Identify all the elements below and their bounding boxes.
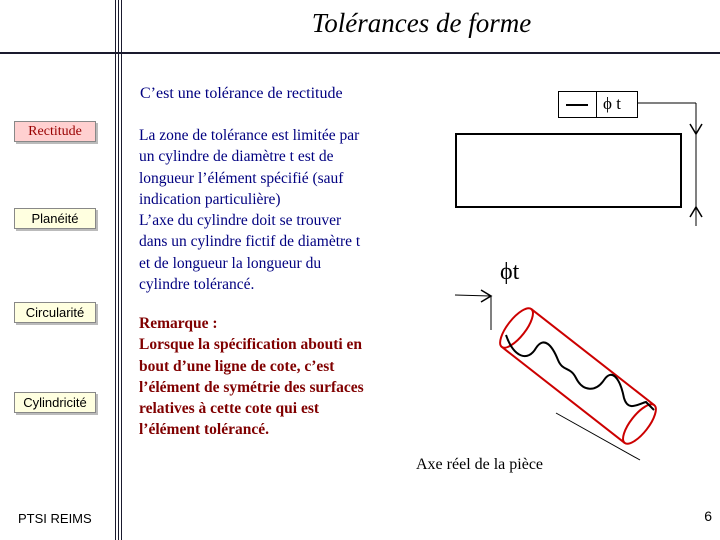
frame-tolerance-value: ϕ t [603,94,621,113]
description-line: La zone de tolérance est limitée par [139,127,360,144]
sidebar-item-cylindricite[interactable]: Cylindricité [14,392,96,413]
remark-line: relatives à cette cote qui est [139,400,320,418]
remark-line: Lorsque la spécification abouti en [139,336,363,354]
description-line: longueur l’élément spécifié (sauf [139,169,344,187]
zone-diameter-label: ϕt [500,259,520,285]
straightness-symbol-icon [566,104,588,106]
description-line: et de longueur la longueur du [139,254,322,272]
footer-school: PTSI REIMS [18,511,92,526]
description-line: L’axe du cylindre doit se trouver [139,212,342,230]
frame-divider [596,92,597,117]
section-subtitle: C’est une tolérance de rectitude [140,85,343,102]
page-number: 6 [704,508,712,524]
feature-control-frame [558,91,638,118]
remark-line: l’élément de symétrie des surfaces [139,378,364,396]
zone-leader [455,295,490,296]
description-line: dans un cylindre fictif de diamètre t [139,233,361,251]
sidebar-item-planeite[interactable]: Planéité [14,208,96,229]
part-outline [456,134,681,207]
axis-caption: Axe réel de la pièce [416,456,544,473]
description-line: indication particulière) [139,190,281,208]
description-line: cylindre tolérancé. [139,276,255,294]
tolerance-cylinder [495,304,662,449]
page-title: Tolérances de forme [311,8,532,38]
sidebar-item-rectitude[interactable]: Rectitude [14,121,96,142]
remark-line: Remarque : [139,315,218,332]
axis-caption-leader [556,413,640,460]
sidebar-item-circularite[interactable]: Circularité [14,302,96,323]
remark-line: l’élément tolérancé. [139,421,269,439]
remark-line: bout d’une ligne de cote, c’est [139,357,335,375]
description-line: un cylindre de diamètre t est de [139,148,334,166]
